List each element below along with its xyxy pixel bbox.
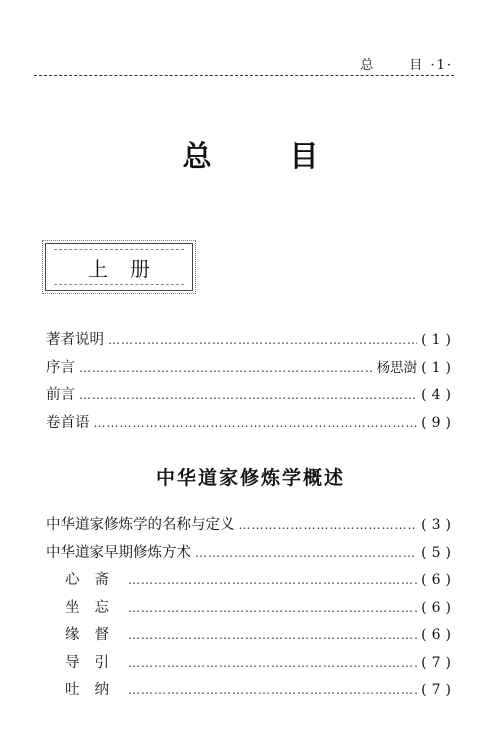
toc-entry[interactable]: [46, 328, 456, 356]
running-head-left: 总: [360, 58, 376, 73]
toc-entry-page: (6): [421, 627, 456, 643]
toc-entry[interactable]: [46, 383, 456, 411]
toc-subentry-label: 吐纳: [65, 682, 124, 698]
toc-entry-label: 卷首语: [46, 414, 90, 431]
page-title-char-1: 总: [182, 139, 212, 173]
toc-subentry[interactable]: [46, 623, 456, 651]
toc-entry-page: (9): [421, 414, 456, 431]
toc-subentry-label: 缘督: [65, 627, 124, 643]
dot-leader: [128, 656, 417, 670]
toc-subentry[interactable]: [46, 596, 456, 624]
toc-entry[interactable]: [46, 513, 456, 541]
running-head-right: 目: [409, 58, 425, 73]
running-head-page: ·1·: [430, 58, 453, 73]
toc-entry-page: (7): [421, 682, 456, 698]
toc-subentry[interactable]: [46, 678, 456, 706]
toc-subentry-label: 导引: [65, 654, 124, 671]
toc-entry-label: 中华道家修炼学的名称与定义: [46, 517, 235, 533]
toc-entry-label: 序言: [46, 359, 75, 376]
toc-entry-page: (3): [421, 517, 456, 533]
dot-leader: [128, 573, 417, 587]
dot-leader: [79, 361, 373, 375]
dot-leader: [128, 683, 417, 697]
toc-entry[interactable]: [46, 356, 456, 384]
dot-leader: [239, 518, 418, 532]
toc-entry-label: 著者说明: [46, 332, 104, 348]
front-matter-list: [46, 328, 456, 438]
toc-subentry[interactable]: [46, 568, 456, 596]
toc-entry[interactable]: [46, 541, 456, 569]
toc-entry-page: (6): [421, 572, 456, 588]
page-title-char-2: 目: [289, 139, 319, 173]
volume-label-frame: [45, 243, 193, 291]
toc-entry-page: (6): [421, 599, 456, 616]
toc-entry-label: 中华道家早期修炼方术: [46, 544, 191, 561]
toc-entry-page: (1): [421, 332, 456, 348]
toc-subentry-label: 坐忘: [65, 599, 124, 616]
toc-entry-page: (4): [421, 387, 456, 403]
dot-leader: [195, 546, 417, 560]
toc-entry-author: 杨思澍: [376, 359, 418, 376]
page-title: [0, 134, 501, 175]
running-head: [360, 54, 453, 73]
toc-entry[interactable]: [46, 411, 456, 439]
toc-entry-page: (1): [421, 359, 456, 376]
dot-leader: [79, 388, 417, 402]
toc-subentry-label: 心斋: [65, 572, 124, 588]
dot-leader: [128, 628, 417, 642]
dot-leader: [94, 416, 418, 430]
header-rule: [34, 75, 454, 76]
dot-leader: [108, 333, 417, 347]
volume-label: 上册: [88, 256, 172, 281]
toc-entry-page: (7): [421, 654, 456, 671]
section-entry-list: [46, 513, 456, 706]
toc-entry-label: 前言: [46, 387, 75, 403]
toc-entry-page: (5): [421, 544, 456, 561]
dot-leader: [128, 601, 417, 615]
toc-subentry[interactable]: [46, 651, 456, 679]
section-title: 中华道家修炼学概述: [155, 467, 345, 489]
